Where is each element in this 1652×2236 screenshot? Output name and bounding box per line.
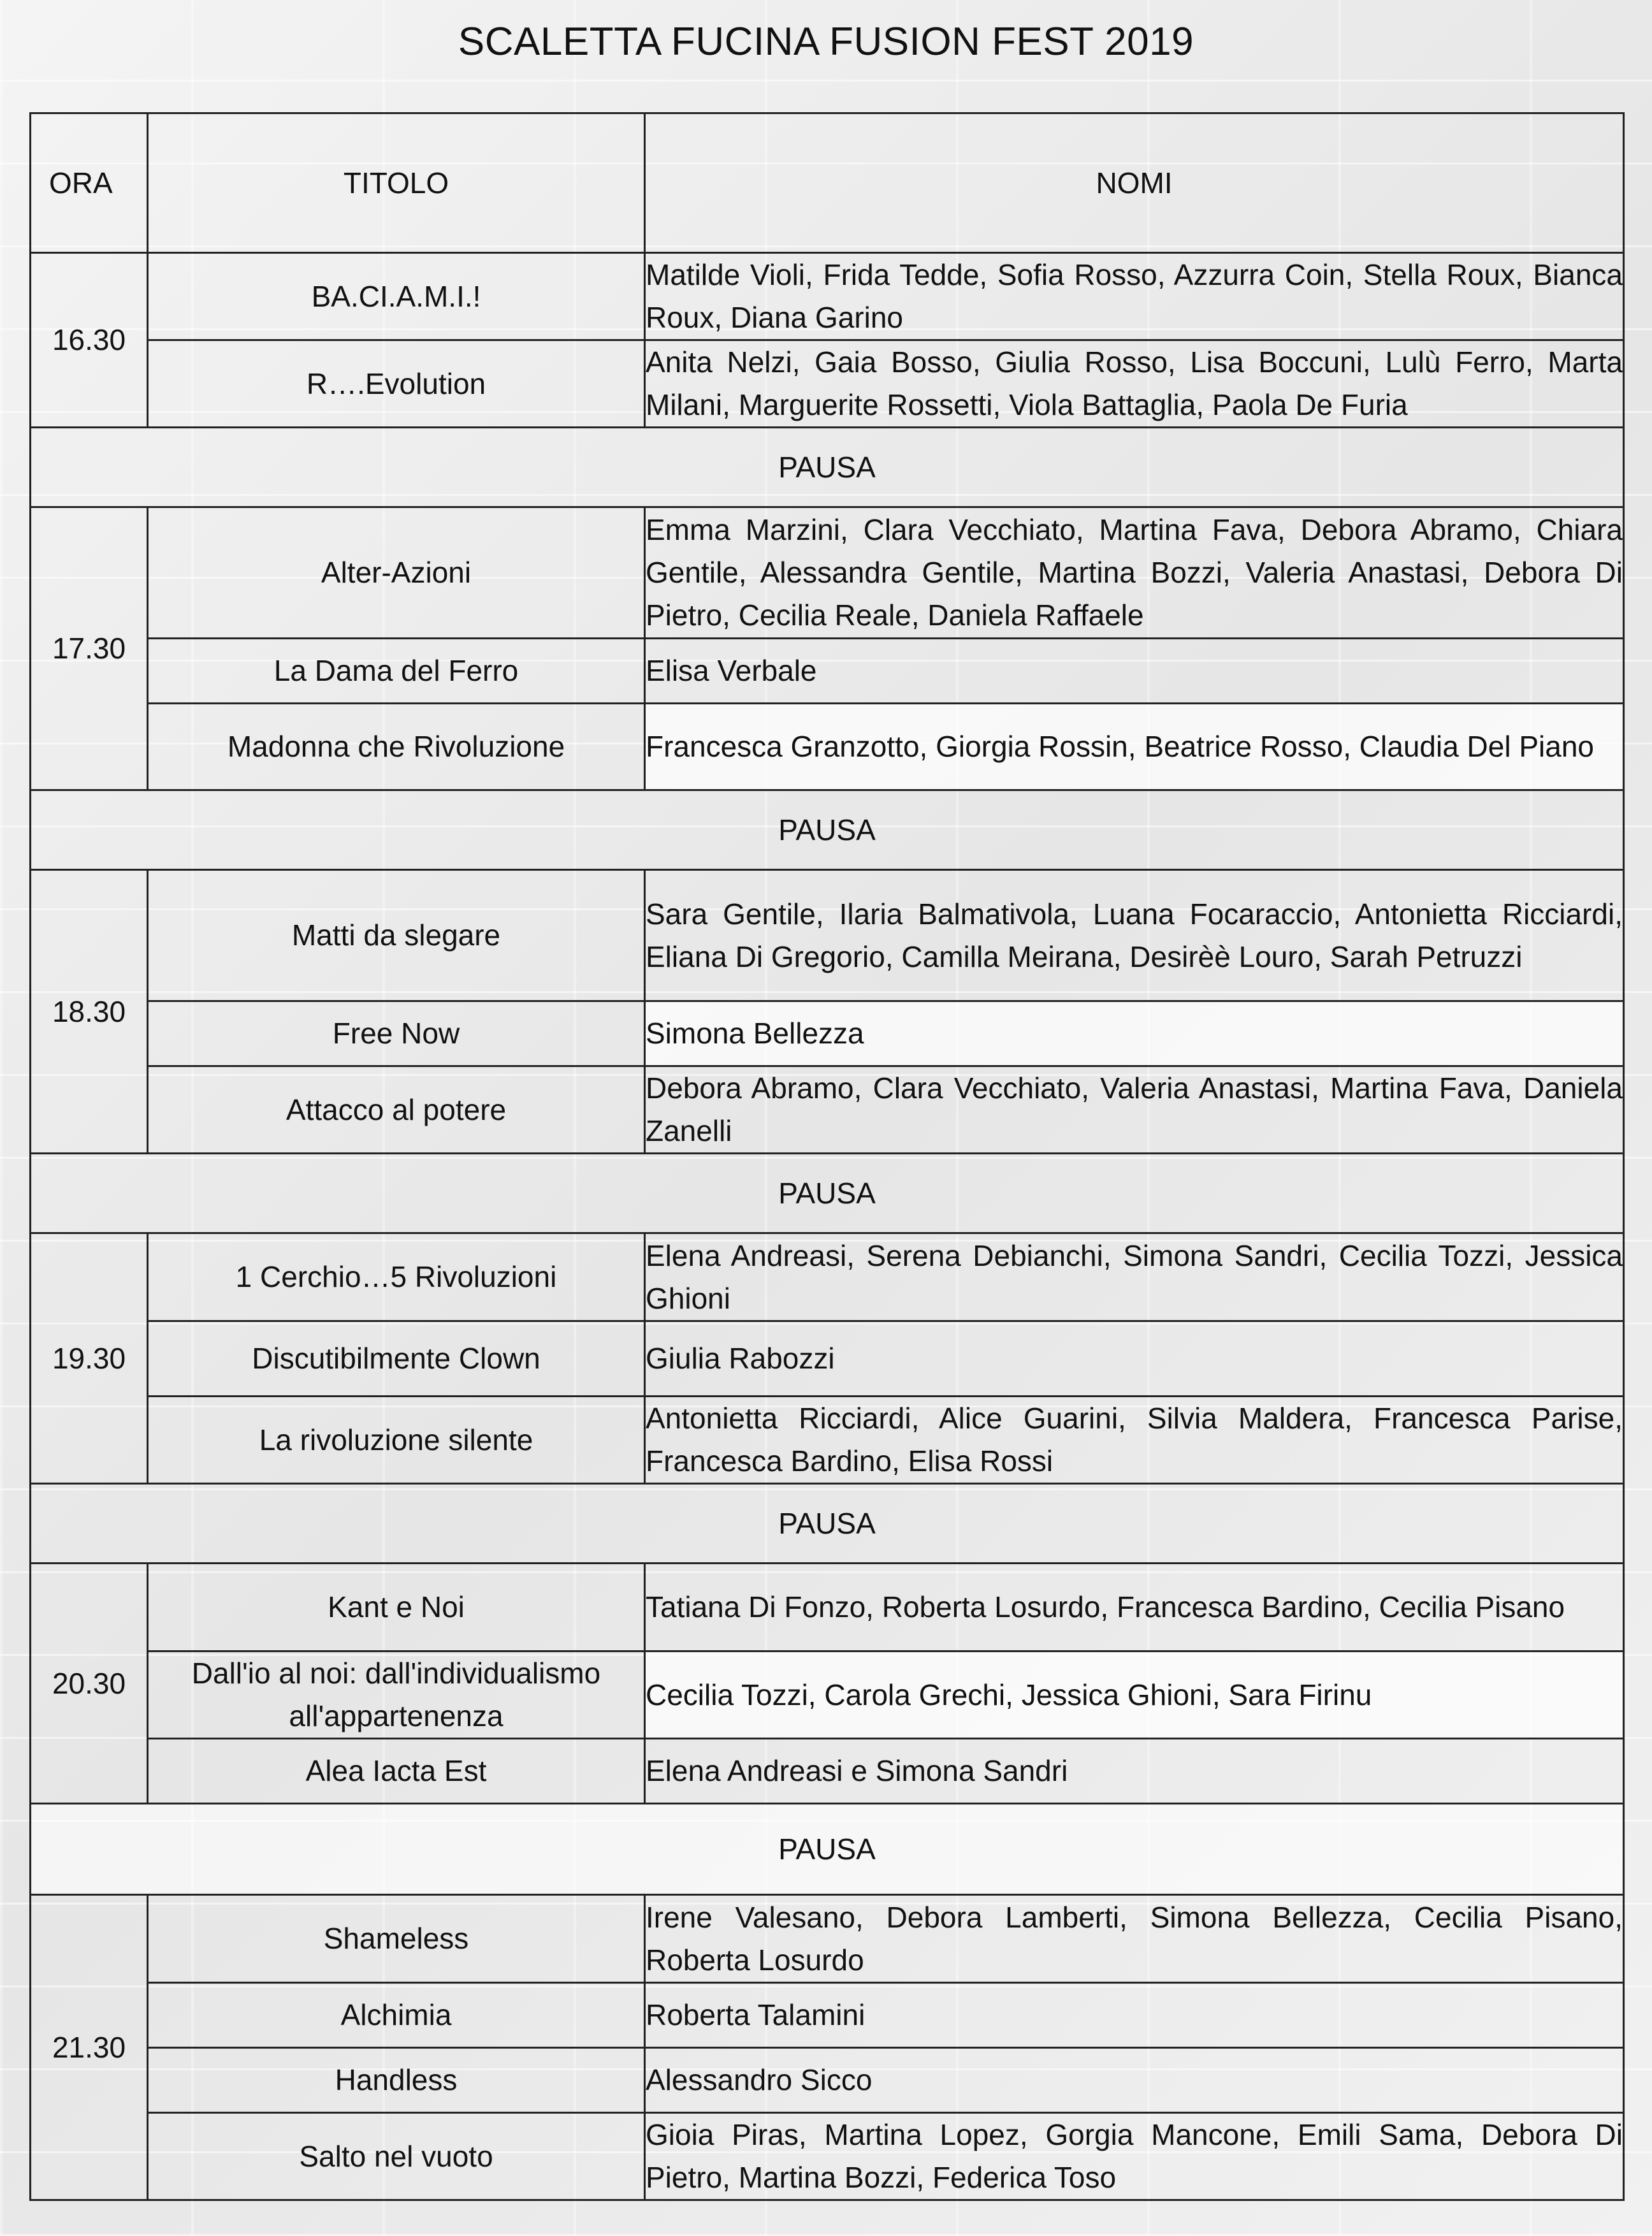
act-title: Attacco al potere [148,1066,645,1154]
act-names: Cecilia Tozzi, Carola Grechi, Jessica Ghioni, Sara Firinu [645,1652,1624,1739]
act-title: Handless [148,2048,645,2113]
table-row [31,1983,1624,2048]
act-title: Alea Iacta Est [148,1739,645,1804]
pause-label: PAUSA [31,1154,1624,1233]
act-names: Anita Nelzi, Gaia Bosso, Giulia Rosso, Lisa Boccuni, Lulù Ferro, Marta Milani, Marguerite Rossetti, Viola Battaglia, Paola De Furia [645,340,1624,428]
header-nomi: NOMI [645,113,1624,253]
act-title: Kant e Noi [148,1564,645,1652]
act-title: Shameless [148,1895,645,1983]
table-row [31,1397,1624,1484]
act-names: Tatiana Di Fonzo, Roberta Losurdo, Francesca Bardino, Cecilia Pisano [645,1564,1624,1652]
act-title: Dall'io al noi: dall'individualismo all'appartenenza [148,1652,645,1739]
act-title: 1 Cerchio…5 Rivoluzioni [148,1233,645,1321]
header-row [31,113,1624,253]
act-names: Emma Marzini, Clara Vecchiato, Martina Fava, Debora Abramo, Chiara Gentile, Alessandra Gentile, Martina Bozzi, Valeria Anastasi, Debora Di Pietro, Cecilia Reale, Daniela Raffaele [645,507,1624,639]
act-names: Elena Andreasi e Simona Sandri [645,1739,1624,1804]
table-row [31,340,1624,428]
act-names: Sara Gentile, Ilaria Balmativola, Luana Focaraccio, Antonietta Ricciardi, Eliana Di Gregorio, Camilla Meirana, Desirèè Louro, Sarah Petruzzi [645,870,1624,1001]
act-names: Giulia Rabozzi [645,1321,1624,1397]
act-title: Alter-Azioni [148,507,645,639]
table-row [31,1001,1624,1066]
time-cell: 18.30 [31,870,148,1154]
time-cell: 17.30 [31,507,148,790]
act-title: BA.CI.A.M.I.! [148,253,645,340]
act-title: Salto nel vuoto [148,2113,645,2200]
time-cell: 20.30 [31,1564,148,1804]
act-names: Roberta Talamini [645,1983,1624,2048]
table-row [31,639,1624,704]
act-title: Matti da slegare [148,870,645,1001]
act-title: Discutibilmente Clown [148,1321,645,1397]
pause-label: PAUSA [31,790,1624,870]
header-ora: ORA [31,113,148,253]
act-names: Elisa Verbale [645,639,1624,704]
page-title: SCALETTA FUCINA FUSION FEST 2019 [458,20,1194,64]
act-title: La Dama del Ferro [148,639,645,704]
table-row [31,2113,1624,2200]
header-titolo: TITOLO [148,113,645,253]
time-cell: 19.30 [31,1233,148,1484]
pause-row [31,790,1624,870]
pause-row [31,428,1624,507]
table-row [31,1564,1624,1652]
act-names: Elena Andreasi, Serena Debianchi, Simona Sandri, Cecilia Tozzi, Jessica Ghioni [645,1233,1624,1321]
table-row [31,870,1624,1001]
pause-label: PAUSA [31,428,1624,507]
act-names: Irene Valesano, Debora Lamberti, Simona Bellezza, Cecilia Pisano, Roberta Losurdo [645,1895,1624,1983]
act-names: Alessandro Sicco [645,2048,1624,2113]
act-names: Matilde Violi, Frida Tedde, Sofia Rosso, Azzurra Coin, Stella Roux, Bianca Roux, Diana Garino [645,253,1624,340]
table-row [31,1739,1624,1804]
act-title: Alchimia [148,1983,645,2048]
pause-row [31,1804,1624,1895]
table-row [31,2048,1624,2113]
act-title: La rivoluzione silente [148,1397,645,1484]
time-cell: 16.30 [31,253,148,428]
act-names: Gioia Piras, Martina Lopez, Gorgia Mancone, Emili Sama, Debora Di Pietro, Martina Bozzi, Federica Toso [645,2113,1624,2200]
pause-label: PAUSA [31,1804,1624,1895]
act-names: Francesca Granzotto, Giorgia Rossin, Beatrice Rosso, Claudia Del Piano [645,704,1624,790]
act-title: Madonna che Rivoluzione [148,704,645,790]
table-row [31,507,1624,639]
table-row [31,704,1624,790]
pause-row [31,1154,1624,1233]
act-names: Antonietta Ricciardi, Alice Guarini, Silvia Maldera, Francesca Parise, Francesca Bardino, Elisa Rossi [645,1397,1624,1484]
table-row [31,1233,1624,1321]
act-title: Free Now [148,1001,645,1066]
act-names: Debora Abramo, Clara Vecchiato, Valeria Anastasi, Martina Fava, Daniela Zanelli [645,1066,1624,1154]
table-row [31,1652,1624,1739]
table-row [31,1321,1624,1397]
time-cell: 21.30 [31,1895,148,2200]
pause-row [31,1484,1624,1564]
table-row [31,1066,1624,1154]
act-title: R….Evolution [148,340,645,428]
table-row [31,1895,1624,1983]
pause-label: PAUSA [31,1484,1624,1564]
act-names: Simona Bellezza [645,1001,1624,1066]
table-row [31,253,1624,340]
schedule-table [29,112,1625,2201]
